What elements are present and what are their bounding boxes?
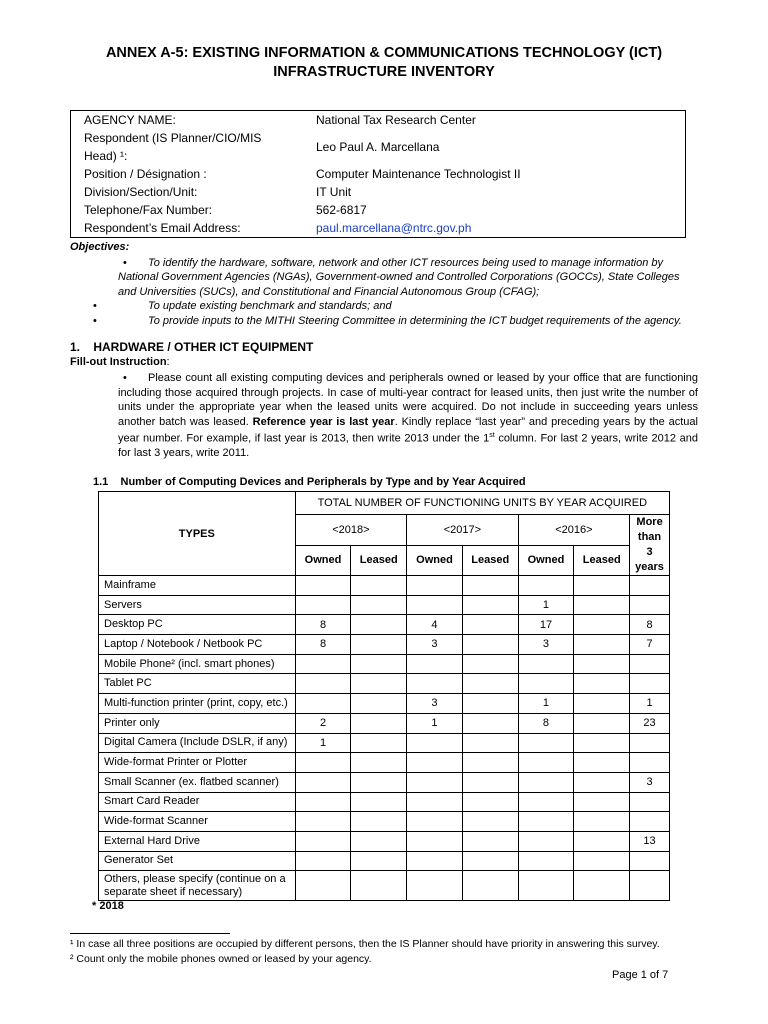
count-cell[interactable]: [295, 576, 351, 596]
count-cell[interactable]: 13: [630, 831, 670, 851]
table-row: [99, 635, 670, 655]
count-cell[interactable]: [574, 615, 630, 635]
count-cell[interactable]: 8: [295, 635, 351, 655]
type-cell: Others, please specify (continue on a separate sheet if necessary): [99, 871, 296, 901]
count-cell[interactable]: [351, 694, 407, 714]
fill-out-label: [70, 355, 698, 370]
count-cell[interactable]: [407, 871, 463, 901]
count-cell[interactable]: [407, 831, 463, 851]
leased-header: Leased: [574, 545, 630, 576]
total-header: TOTAL NUMBER OF FUNCTIONING UNITS BY YEAR ACQUIRED: [295, 492, 669, 515]
count-cell[interactable]: [462, 674, 518, 694]
instr-sup: st: [489, 432, 495, 439]
objective-2: • To update existing benchmark and standards; and: [70, 299, 698, 314]
count-cell[interactable]: [407, 812, 463, 832]
count-cell[interactable]: [407, 595, 463, 615]
count-cell[interactable]: [462, 871, 518, 901]
count-cell[interactable]: 1: [407, 713, 463, 733]
info-row: [71, 219, 686, 238]
count-cell[interactable]: [630, 654, 670, 674]
objective-1: • To identify the hardware, software, network and other ICT resources being used to manage information by National Government Agencies (NGAs), Government-owned and Controlled Corporations (GOCCs), State Colleges and Universities (SUCs), and Constitutional and Financial Autonomous Group (CFAG);: [70, 256, 698, 300]
count-cell[interactable]: [351, 871, 407, 901]
count-cell[interactable]: [518, 831, 574, 851]
type-cell: Printer only: [99, 713, 296, 733]
info-value: Computer Maintenance Technologist II: [316, 167, 521, 181]
count-cell[interactable]: [630, 753, 670, 773]
count-cell[interactable]: [351, 831, 407, 851]
count-cell[interactable]: [407, 576, 463, 596]
hardware-section: [70, 340, 698, 461]
count-cell[interactable]: [574, 812, 630, 832]
year-header-2018: <2018>: [295, 515, 406, 546]
count-cell[interactable]: [462, 595, 518, 615]
count-cell[interactable]: [518, 772, 574, 792]
count-cell[interactable]: [574, 694, 630, 714]
count-cell[interactable]: 8: [630, 615, 670, 635]
count-cell[interactable]: [518, 753, 574, 773]
objectives-heading: Objectives:: [70, 241, 130, 253]
year-header-2017: <2017>: [407, 515, 518, 546]
count-cell[interactable]: [407, 674, 463, 694]
title-line-1: ANNEX A-5: EXISTING INFORMATION & COMMUNICATIONS TECHNOLOGY (ICT): [105, 45, 663, 61]
count-cell[interactable]: [574, 713, 630, 733]
table-row: [99, 733, 670, 753]
instr-b: . Kindly replace “last year” and preceding years by the actual year number. For example, if last year is 2013, then write 2013 under the 1: [118, 415, 698, 445]
count-cell[interactable]: [518, 792, 574, 812]
type-cell: Tablet PC: [99, 674, 296, 694]
year-note: * 2018: [92, 900, 124, 912]
section-1-heading: 1. HARDWARE / OTHER ICT EQUIPMENT: [70, 340, 314, 354]
table-row: [99, 595, 670, 615]
footnote-divider: [70, 933, 230, 934]
table-row: [99, 851, 670, 871]
table-row: [99, 674, 670, 694]
count-cell[interactable]: [574, 576, 630, 596]
count-cell[interactable]: [518, 674, 574, 694]
count-cell[interactable]: [630, 733, 670, 753]
owned-header: Owned: [407, 545, 463, 576]
info-row: [71, 111, 686, 130]
table-row: [99, 654, 670, 674]
count-cell[interactable]: [295, 831, 351, 851]
instruction-text: [70, 371, 698, 461]
footnote-2: ² Count only the mobile phones owned or leased by your agency.: [70, 953, 372, 965]
count-cell[interactable]: [518, 812, 574, 832]
leased-header: Leased: [351, 545, 407, 576]
count-cell[interactable]: 4: [407, 615, 463, 635]
count-cell[interactable]: [462, 772, 518, 792]
year-header-2016: <2016>: [518, 515, 629, 546]
type-cell: External Hard Drive: [99, 831, 296, 851]
count-cell[interactable]: [295, 851, 351, 871]
count-cell[interactable]: [462, 753, 518, 773]
leased-header: Leased: [462, 545, 518, 576]
count-cell[interactable]: [462, 615, 518, 635]
count-cell[interactable]: [407, 733, 463, 753]
count-cell[interactable]: [574, 772, 630, 792]
count-cell[interactable]: [351, 812, 407, 832]
table-row: [99, 713, 670, 733]
count-cell[interactable]: [518, 733, 574, 753]
info-label: Respondent (IS Planner/CIO/MIS Head) ¹:: [84, 131, 262, 163]
type-cell: Mainframe: [99, 576, 296, 596]
count-cell[interactable]: [407, 772, 463, 792]
count-cell[interactable]: [574, 871, 630, 901]
count-cell[interactable]: 3: [518, 635, 574, 655]
count-cell[interactable]: [630, 792, 670, 812]
count-cell[interactable]: [630, 576, 670, 596]
table-row: [99, 831, 670, 851]
count-cell[interactable]: [407, 792, 463, 812]
count-cell[interactable]: [574, 595, 630, 615]
instr-a: Please count all existing computing devices and peripherals owned or leased by your office that are functioning including those acquired through projects. In case of multi-year contract for leased units, then just write the number of units under the appropriate year when the leased units were acquired. Do not include in succeeding years unless another batch was leased.: [118, 372, 698, 428]
count-cell[interactable]: [351, 792, 407, 812]
count-cell[interactable]: [351, 576, 407, 596]
count-cell[interactable]: [574, 753, 630, 773]
count-cell[interactable]: [462, 576, 518, 596]
count-cell[interactable]: [351, 635, 407, 655]
table-row: [99, 772, 670, 792]
info-value: Leo Paul A. Marcellana: [316, 140, 440, 154]
type-cell: Mobile Phone² (incl. smart phones): [99, 654, 296, 674]
type-cell: Small Scanner (ex. flatbed scanner): [99, 772, 296, 792]
count-cell[interactable]: [351, 674, 407, 694]
objective-3: • To provide inputs to the MITHI Steering Committee in determining the ICT budget requirements of the agency.: [70, 314, 698, 329]
count-cell[interactable]: [351, 654, 407, 674]
count-cell[interactable]: [295, 812, 351, 832]
title-line-2: INFRASTRUCTURE INVENTORY: [273, 64, 495, 80]
type-cell: Wide-format Scanner: [99, 812, 296, 832]
count-cell[interactable]: [630, 871, 670, 901]
count-cell[interactable]: [462, 812, 518, 832]
count-cell[interactable]: [462, 713, 518, 733]
count-cell[interactable]: [574, 635, 630, 655]
count-cell[interactable]: 3: [407, 635, 463, 655]
table-row: [99, 871, 670, 901]
count-cell[interactable]: [630, 812, 670, 832]
fill-out-text: Fill-out Instruction: [70, 355, 167, 368]
info-value: IT Unit: [316, 185, 352, 199]
info-value: National Tax Research Center: [316, 113, 476, 127]
table-row: [99, 753, 670, 773]
info-label: Respondent’s Email Address:: [84, 221, 241, 235]
info-label: Telephone/Fax Number:: [84, 203, 213, 217]
count-cell[interactable]: 7: [630, 635, 670, 655]
count-cell[interactable]: [462, 694, 518, 714]
info-row: [71, 183, 686, 201]
info-label: Division/Section/Unit:: [84, 185, 198, 199]
count-cell[interactable]: [295, 792, 351, 812]
count-cell[interactable]: [351, 753, 407, 773]
objectives-section: [70, 240, 698, 328]
count-cell[interactable]: [295, 654, 351, 674]
count-cell[interactable]: [518, 576, 574, 596]
page-number: Page 1 of 7: [612, 969, 669, 981]
type-cell: Smart Card Reader: [99, 792, 296, 812]
count-cell[interactable]: 8: [518, 713, 574, 733]
more-than-header: More than 3 years: [630, 515, 670, 576]
table-row: [99, 615, 670, 635]
count-cell[interactable]: 17: [518, 615, 574, 635]
email-link[interactable]: paul.marcellana@ntrc.gov.ph: [316, 221, 472, 235]
type-cell: Generator Set: [99, 851, 296, 871]
subsection-1-1-heading: 1.1 Number of Computing Devices and Peripherals by Type and by Year Acquired: [93, 476, 526, 488]
count-cell[interactable]: [462, 851, 518, 871]
count-cell[interactable]: [295, 871, 351, 901]
instr-bold: Reference year is last year: [252, 415, 395, 428]
count-cell[interactable]: 2: [295, 713, 351, 733]
count-cell[interactable]: [574, 831, 630, 851]
count-cell[interactable]: [295, 674, 351, 694]
agency-info-table: [70, 110, 686, 238]
count-cell[interactable]: [351, 615, 407, 635]
count-cell[interactable]: [351, 595, 407, 615]
count-cell[interactable]: [630, 674, 670, 694]
count-cell[interactable]: [407, 851, 463, 871]
instr-c: column. For last 2 years, write 2012 and for last 3 years, write 2011.: [118, 432, 698, 460]
info-label: Position / Désignation :: [84, 167, 207, 181]
table-row: [99, 812, 670, 832]
count-cell[interactable]: [462, 831, 518, 851]
count-cell[interactable]: [295, 595, 351, 615]
count-cell[interactable]: [295, 694, 351, 714]
count-cell[interactable]: [462, 733, 518, 753]
info-row: [71, 165, 686, 183]
hardware-table: [98, 491, 670, 901]
count-cell[interactable]: [407, 753, 463, 773]
info-value: 562-6817: [316, 203, 367, 217]
count-cell[interactable]: 3: [630, 772, 670, 792]
type-cell: Servers: [99, 595, 296, 615]
count-cell[interactable]: [351, 851, 407, 871]
count-cell[interactable]: 23: [630, 713, 670, 733]
type-cell: Wide-format Printer or Plotter: [99, 753, 296, 773]
count-cell[interactable]: [351, 733, 407, 753]
table-row: [99, 576, 670, 596]
type-cell: Laptop / Notebook / Netbook PC: [99, 635, 296, 655]
count-cell[interactable]: [574, 654, 630, 674]
count-cell[interactable]: [630, 851, 670, 871]
count-cell[interactable]: [462, 654, 518, 674]
owned-header: Owned: [518, 545, 574, 576]
type-cell: Desktop PC: [99, 615, 296, 635]
info-row: [71, 201, 686, 219]
types-header: TYPES: [99, 492, 296, 576]
count-cell[interactable]: [518, 654, 574, 674]
count-cell[interactable]: [462, 792, 518, 812]
owned-header: Owned: [295, 545, 351, 576]
count-cell[interactable]: [518, 871, 574, 901]
count-cell[interactable]: [407, 654, 463, 674]
count-cell[interactable]: [574, 851, 630, 871]
count-cell[interactable]: [295, 772, 351, 792]
count-cell[interactable]: [574, 733, 630, 753]
count-cell[interactable]: 1: [295, 733, 351, 753]
count-cell[interactable]: [295, 753, 351, 773]
count-cell[interactable]: 1: [630, 694, 670, 714]
count-cell[interactable]: [630, 595, 670, 615]
footnote-1: ¹ In case all three positions are occupied by different persons, then the IS Planner should have priority in answering this survey.: [70, 938, 660, 950]
type-cell: Digital Camera (Include DSLR, if any): [99, 733, 296, 753]
table-row: [99, 694, 670, 714]
count-cell[interactable]: [351, 713, 407, 733]
table-row: [99, 792, 670, 812]
count-cell[interactable]: [574, 674, 630, 694]
count-cell[interactable]: [351, 772, 407, 792]
count-cell[interactable]: [462, 635, 518, 655]
count-cell[interactable]: 8: [295, 615, 351, 635]
count-cell[interactable]: [574, 792, 630, 812]
count-cell[interactable]: 1: [518, 595, 574, 615]
type-cell: Multi-function printer (print, copy, etc.): [99, 694, 296, 714]
count-cell[interactable]: 3: [407, 694, 463, 714]
info-label: AGENCY NAME:: [84, 113, 176, 127]
colon: :: [166, 355, 170, 368]
count-cell[interactable]: [518, 851, 574, 871]
count-cell[interactable]: 1: [518, 694, 574, 714]
info-row: [71, 129, 686, 165]
